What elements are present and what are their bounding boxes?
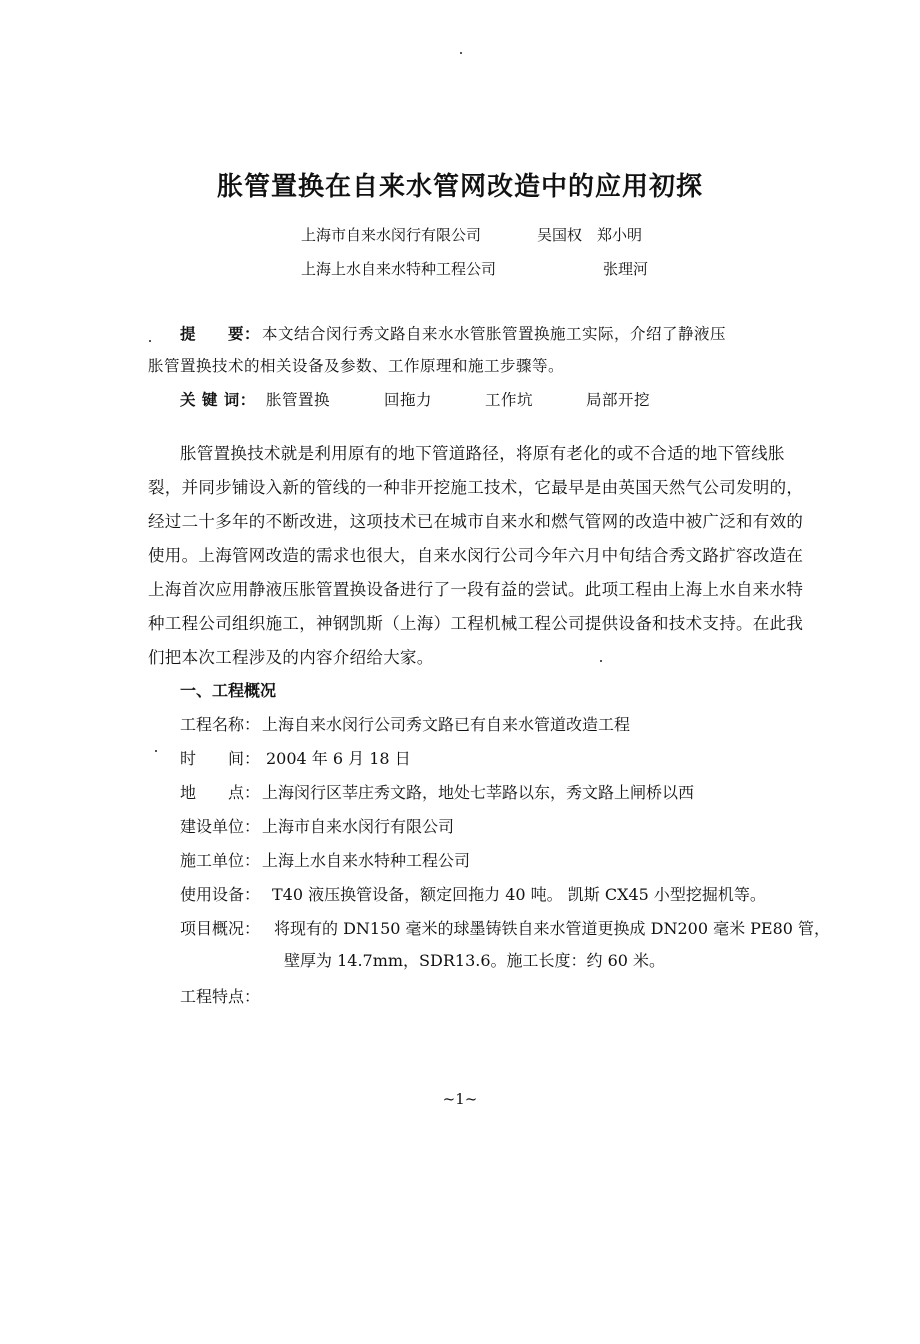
section-heading: 一、工程概况	[180, 681, 277, 700]
info-value: 上海上水自来水特种工程公司	[262, 851, 471, 870]
info-key: 项目概况：	[180, 919, 261, 938]
keyword-item: 局部开挖	[586, 391, 651, 409]
info-value: 上海市自来水闵行有限公司	[262, 817, 455, 836]
author-names-1: 吴国权 郑小明	[537, 226, 643, 244]
body-paragraph-line: 上海首次应用静液压胀管置换设备进行了一段有益的尝试。此项工程由上海上水自来水特	[148, 580, 804, 599]
author-names-2: 张理河	[603, 260, 649, 278]
info-value: 上海自来水闵行公司秀文路已有自来水管道改造工程	[262, 715, 631, 734]
info-value: 将现有的 DN150 毫米的球墨铸铁自来水管道更换成 DN200 毫米 PE80 管，	[274, 919, 831, 938]
keywords-label: 关 键 词：	[180, 390, 256, 409]
info-key: 工程特点：	[180, 987, 261, 1006]
scan-speck	[460, 52, 462, 54]
keyword-item: 工作坑	[485, 391, 534, 409]
info-value: 2004 年 6 月 18 日	[266, 749, 411, 768]
author-org-1: 上海市自来水闵行有限公司	[301, 226, 482, 244]
info-key: 使用设备：	[180, 885, 261, 904]
info-value: 上海闵行区莘庄秀文路，地处七莘路以东，秀文路上闸桥以西	[262, 783, 695, 802]
scan-speck	[149, 340, 151, 342]
abstract-line-2: 胀管置换技术的相关设备及参数、工作原理和施工步骤等。	[148, 357, 565, 375]
info-key: 施工单位：	[180, 851, 261, 870]
info-key: 时 间：	[180, 749, 261, 768]
keyword-item: 胀管置换	[266, 391, 331, 409]
scan-speck	[155, 750, 157, 752]
body-paragraph-line: 种工程公司组织施工，神钢凯斯（上海）工程机械工程公司提供设备和技术支持。在此我	[148, 614, 804, 633]
abstract-label: 提 要：	[180, 324, 261, 343]
info-key: 工程名称：	[180, 715, 261, 734]
body-paragraph-line: 胀管置换技术就是利用原有的地下管道路径，将原有老化的或不合适的地下管线胀	[180, 444, 785, 463]
scan-speck	[600, 660, 602, 662]
body-paragraph-line: 裂，并同步铺设入新的管线的一种非开挖施工技术，它最早是由英国天然气公司发明的，	[148, 478, 804, 497]
page-title: 胀管置换在自来水管网改造中的应用初探	[216, 172, 703, 202]
body-paragraph-line: 使用。上海管网改造的需求也很大，自来水闵行公司今年六月中旬结合秀文路扩容改造在	[148, 546, 804, 565]
body-paragraph-line: 们把本次工程涉及的内容介绍给大家。	[148, 648, 434, 667]
body-paragraph-line: 经过二十多年的不断改进，这项技术已在城市自来水和燃气管网的改造中被广泛和有效的	[148, 512, 804, 531]
info-key: 地 点：	[180, 783, 261, 802]
keyword-item: 回拖力	[384, 391, 433, 409]
info-value: T40 液压换管设备，额定回拖力 40 吨。 凯斯 CX45 小型挖掘机等。	[272, 885, 766, 904]
abstract-line-1: 本文结合闵行秀文路自来水水管胀管置换施工实际，介绍了静液压	[262, 325, 727, 343]
info-value-continued: 壁厚为 14.7mm，SDR13.6。施工长度：约 60 米。	[284, 951, 666, 970]
author-org-2: 上海上水自来水特种工程公司	[301, 260, 497, 278]
page-number: ~1~	[442, 1090, 478, 1108]
info-key: 建设单位：	[180, 817, 261, 836]
